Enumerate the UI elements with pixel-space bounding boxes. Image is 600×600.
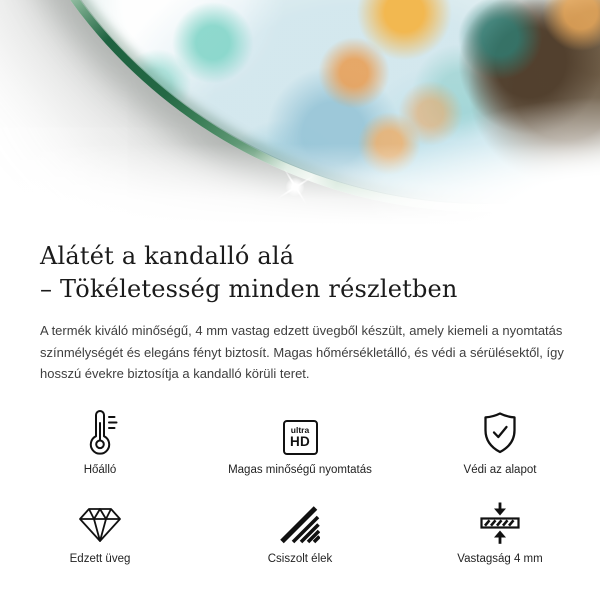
ultra-hd-badge: [283, 420, 318, 455]
features-grid: [0, 409, 600, 565]
marble-artwork: [0, 0, 600, 204]
feature-thickness: [400, 498, 600, 565]
feature-high-quality-print: [200, 409, 400, 476]
feature-protects-base: [400, 409, 600, 476]
shield-check-icon: [480, 409, 520, 455]
product-info-section: [0, 240, 600, 565]
feature-heat-resistant: [0, 409, 200, 476]
product-photo: [0, 0, 600, 232]
ultra-hd-badge-text-bottom: HD: [289, 433, 311, 449]
ultra-hd-icon: [283, 409, 318, 455]
ultra-hd-badge-text-top: ultra: [290, 424, 310, 435]
feature-label: Magas minőségű nyomtatás: [228, 463, 372, 476]
diamond-icon: [77, 498, 123, 544]
feature-polished-edges: [200, 498, 400, 565]
polished-edges-icon: [280, 498, 320, 544]
thermometer-icon: [81, 409, 119, 455]
feature-label: Vastagság 4 mm: [457, 552, 543, 565]
feature-label: Csiszolt élek: [267, 552, 333, 565]
product-description: A termék kiváló minőségű, 4 mm vastag edzett üvegből készült, amely kiemeli a nyomtatás színmélységét és elegáns fényt biztosít. Magas hőmérsékletálló, és védi a sérülésektől, így hosszú évekre biztosítja a kandalló körüli teret.: [40, 323, 564, 381]
title-line-2: – Tökéletesség minden részletben: [40, 275, 458, 303]
feature-tempered-glass: [0, 498, 200, 565]
sparkle-glow: [286, 178, 304, 196]
feature-label: Hőálló: [83, 463, 117, 476]
page-title: [40, 240, 560, 306]
thickness-icon: [478, 498, 522, 544]
feature-label: Edzett üveg: [69, 552, 131, 565]
feature-label: Védi az alapot: [463, 463, 537, 476]
title-line-1: Alátét a kandalló alá: [40, 242, 295, 270]
